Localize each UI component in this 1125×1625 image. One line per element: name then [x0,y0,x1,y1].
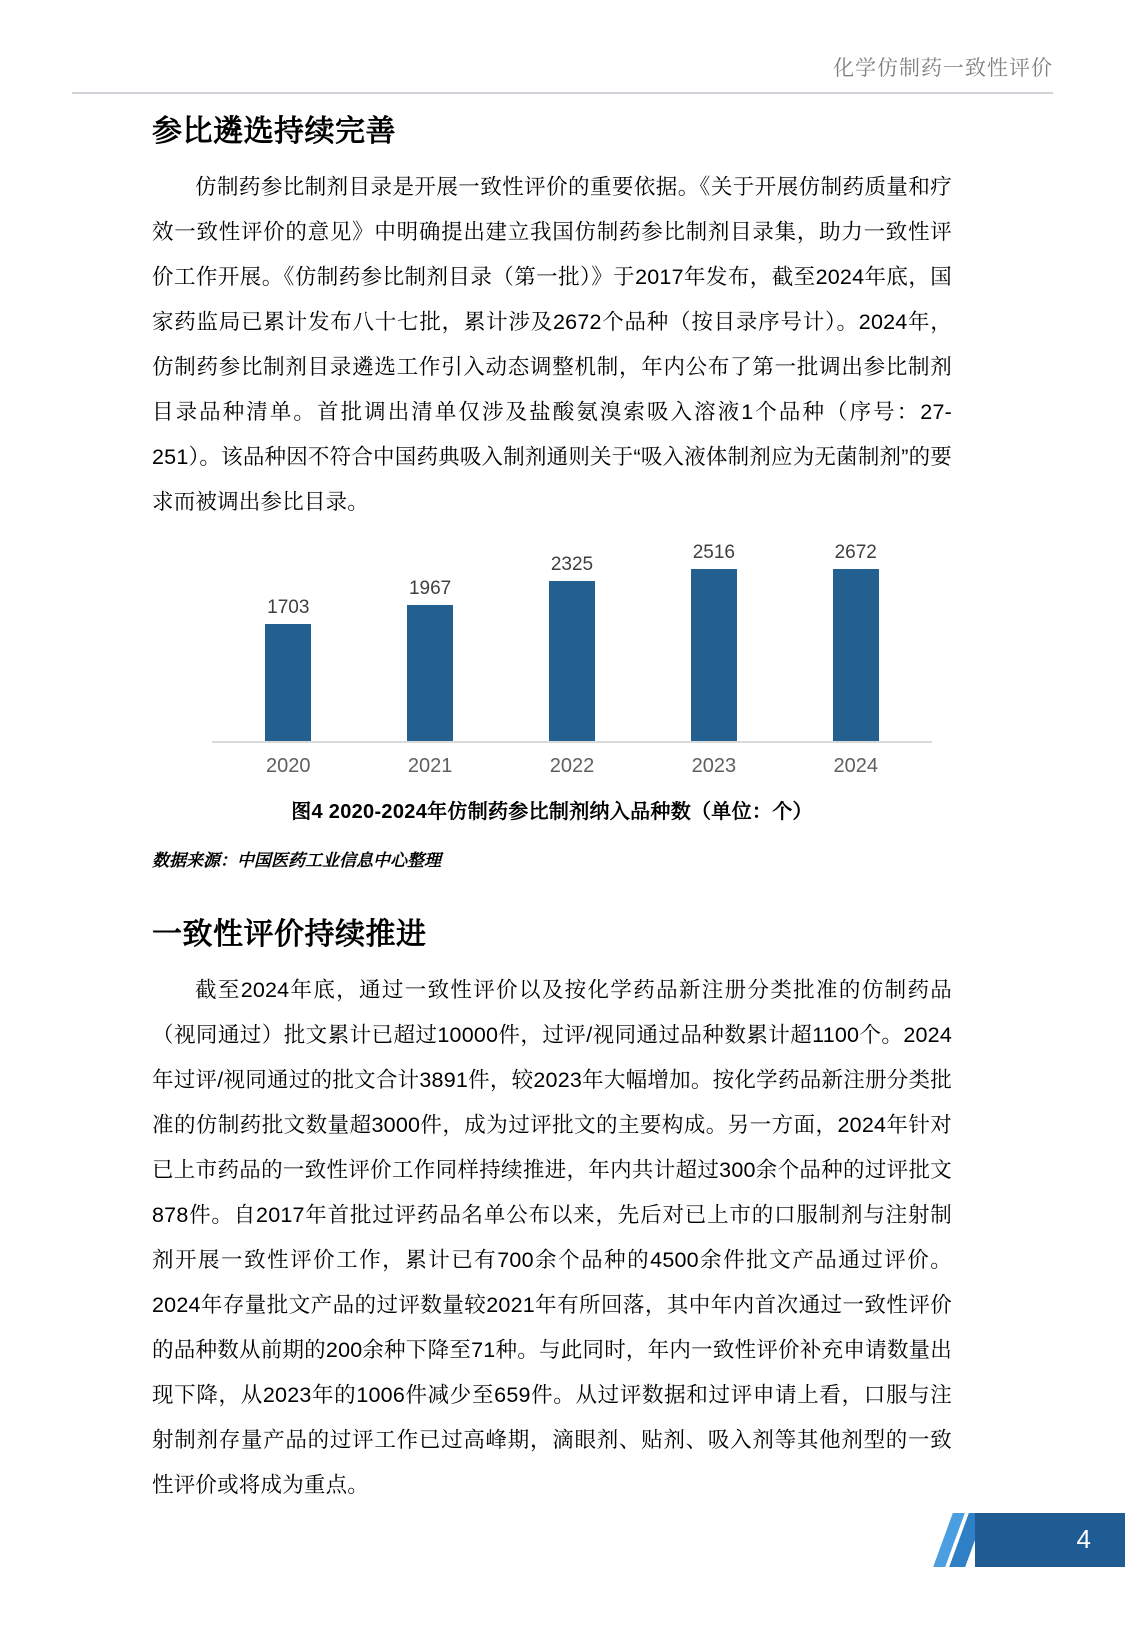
bar-column [793,543,918,741]
section-heading-1: 参比遴选持续完善 [152,115,396,148]
page-content [152,112,952,1508]
bar [549,581,595,741]
page-header [72,52,1053,94]
header-divider [72,92,1053,94]
bar-column [368,543,493,741]
bar-value-label: 2516 [692,542,735,563]
x-axis-tick: 2022 [549,755,595,777]
bar [407,605,453,741]
figure-4 [152,543,952,871]
figure-caption: 图4 2020-2024年仿制药参比制剂纳入品种数（单位：个） [291,801,813,823]
bar-value-label: 1967 [408,578,452,599]
page-footer [925,1513,1125,1567]
bar [691,569,737,741]
bar-chart [212,542,932,777]
x-axis-tick: 2020 [266,755,311,777]
section-paragraph-2: 截至2024年底，通过一致性评价以及按化学药品新注册分类批准的仿制药品（视同通过）批文累计已超过10000件，过评/视同通过品种数累计超1100个。2024年过评/视同通过的批文合计3891件，较2023年大幅增加。按化学药品新注册分类批准的仿制药批文数量超3000件，成为过评批文的主要构成。另一方面，2024年针对已上市药品的一致性评价工作同样持续推进，年内共计超过300余个品种的过评批文878件。自2017年首批过评药品名单公布以来，先后对已上市的口服制剂与注射制剂开展一致性评价工作，累计已有700余个品种的4500余件批文产品通过评价。2024年存量批文产品的过评数量较2021年有所回落，其中年内首次通过一致性评价的品种数从前期的200余种下降至71种。与此同时，年内一致性评价补充申请数量出现下降，从2023年的1006件减少至659件。从过评数据和过评申请上看，口服与注射制剂存量产品的过评工作已过高峰期，滴眼剂、贴剂、吸入剂等其他剂型的一致性评价或将成为重点。 [152,978,952,1497]
figure-source-note: 数据来源：中国医药工业信息中心整理 [152,851,441,870]
x-axis-tick: 2023 [691,755,737,777]
bar [833,569,879,741]
chart-x-axis [212,755,932,778]
chart-plot-area [212,543,932,743]
section-paragraph-1: 仿制药参比制剂目录是开展一致性评价的重要依据。《关于开展仿制药质量和疗效一致性评价的意见》中明确提出建立我国仿制药参比制剂目录集，助力一致性评价工作开展。《仿制药参比制剂目录（第一批）》于2017年发布，截至2024年底，国家药监局已累计发布八十七批，累计涉及2672个品种（按目录序号计）。2024年，仿制药参比制剂目录遴选工作引入动态调整机制，年内公布了第一批调出参比制剂目录品种清单。首批调出清单仅涉及盐酸氨溴索吸入溶液1个品种（序号：27-251）。该品种因不符合中国药典吸入制剂通则关于“吸入液体制剂应为无菌制剂”的要求而被调出参比目录。 [152,175,952,514]
bar-value-label: 2325 [550,554,594,575]
bar-value-label: 2672 [834,542,877,563]
bar-column [510,543,635,741]
x-axis-tick: 2021 [407,755,453,777]
bar [265,624,311,741]
bar-column [226,543,351,741]
footer-band [975,1513,1125,1567]
x-axis-tick: 2024 [833,755,878,777]
page-number: 4 [1076,1524,1091,1554]
section-heading-2: 一致性评价持续推进 [152,918,427,951]
header-title: 化学仿制药一致性评价 [833,57,1053,80]
bar-column [652,543,777,741]
bar-value-label: 1703 [267,597,310,618]
